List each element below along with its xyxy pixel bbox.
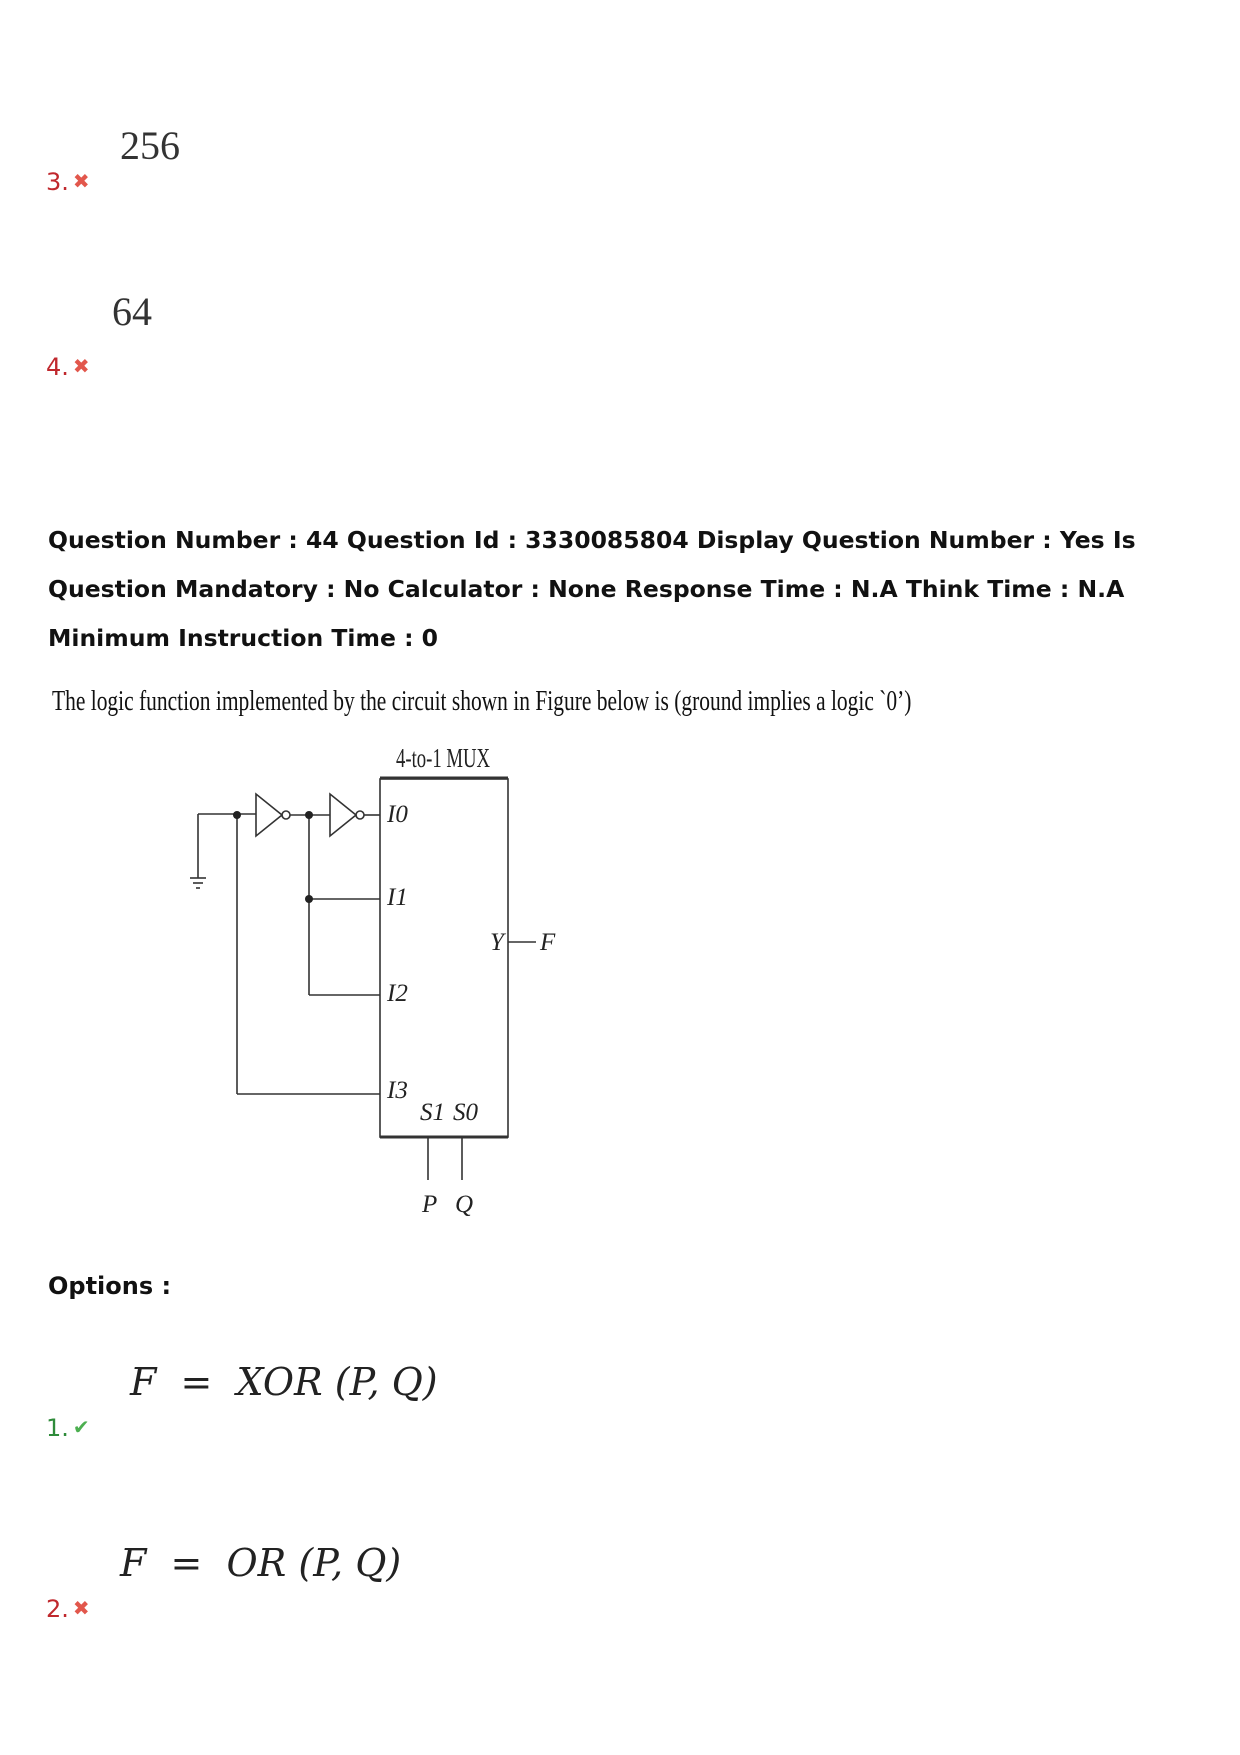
inverter-2 (330, 794, 356, 836)
option-4-number: 4. (46, 353, 69, 381)
option-1-formula: F = XOR (P, Q) (130, 1360, 438, 1404)
inverter-1 (256, 794, 282, 836)
cross-icon: ✖ (72, 354, 90, 378)
input-label-i1: I1 (387, 884, 408, 911)
input-label-i2: I2 (387, 980, 408, 1007)
input-label-i3: I3 (387, 1077, 408, 1104)
option-2-number: 2. (46, 1595, 69, 1623)
select-label-s1: S1 (420, 1099, 445, 1126)
option-2 (46, 1595, 90, 1623)
input-label-i0: I0 (387, 801, 408, 828)
cross-icon: ✖ (72, 1596, 90, 1620)
select-label-s0: S0 (453, 1099, 478, 1126)
option-1-number: 1. (46, 1414, 69, 1442)
option-1 (46, 1414, 90, 1442)
option-3-number: 3. (46, 168, 69, 196)
check-icon: ✔ (72, 1415, 90, 1439)
select-signal-q: Q (455, 1191, 474, 1218)
option-4-value: 64 (112, 289, 152, 334)
select-signal-p: P (422, 1191, 438, 1218)
option-2-formula: F = OR (P, Q) (120, 1541, 402, 1585)
options-label: Options : (48, 1272, 172, 1300)
option-3-value: 256 (120, 123, 180, 168)
mux-label: 4-to-1 MUX (396, 743, 491, 773)
question-metadata: Question Number : 44 Question Id : 3330085804 Display Question Number : Yes Is Question Mandatory : No Calculator : None Response Time : N.A Think Time : N.A Minimum Instruction Time : 0 (48, 526, 1136, 652)
output-signal-label: F (540, 929, 556, 956)
question-text: The logic function implemented by the circuit shown in Figure below is (ground implies a logic `0’) (52, 685, 912, 717)
output-pin-label: Y (490, 929, 504, 956)
cross-icon: ✖ (72, 169, 90, 193)
